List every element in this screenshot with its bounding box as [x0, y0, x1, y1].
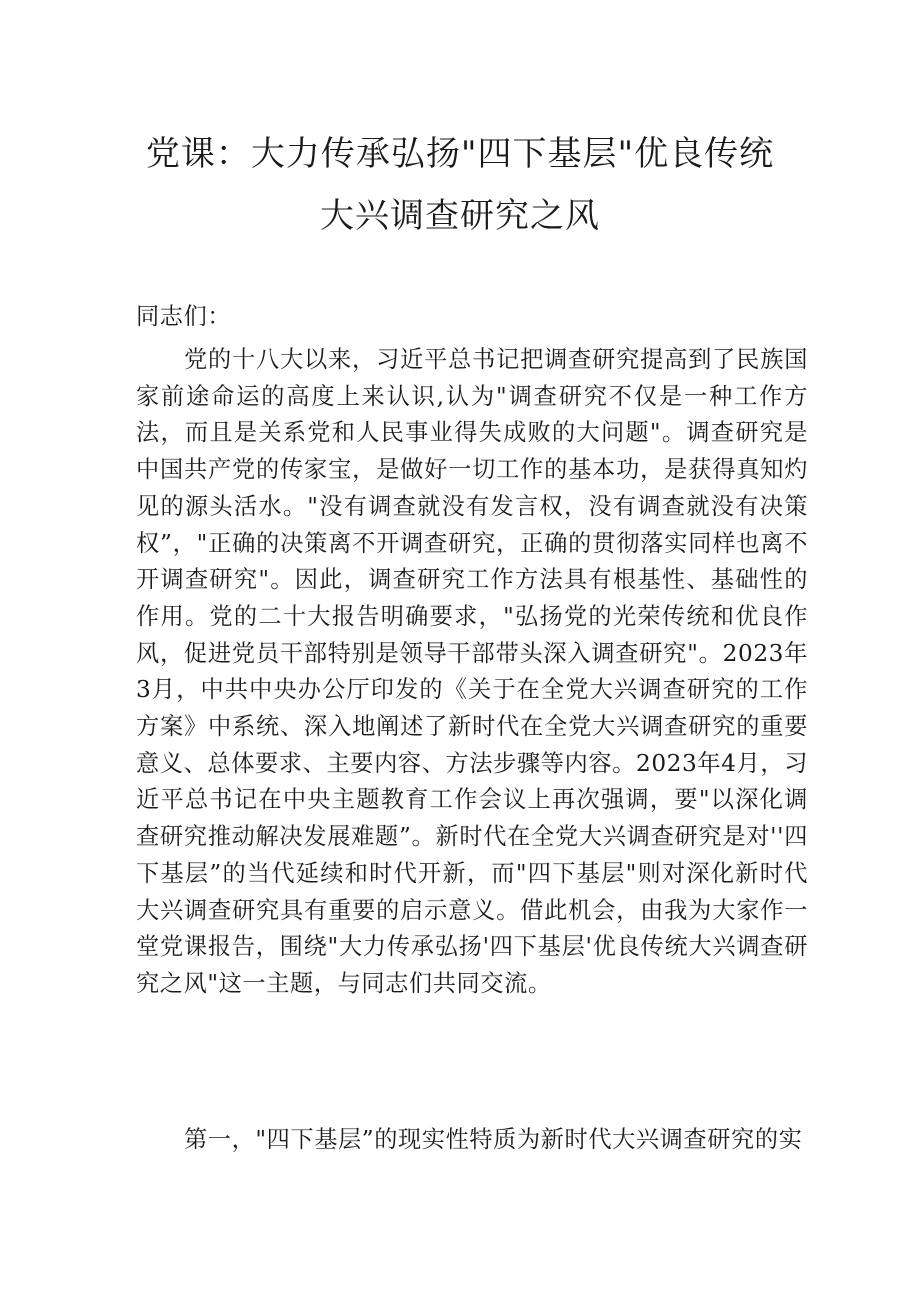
- body-paragraph: 党的十八大以来，习近平总书记把调查研究提高到了民族国家前途命运的高度上来认识,认为"调查研究不仅是一种工作方法，而且是关系党和人民事业得失成败的大问题"。调查研究是中国共产党的传家宝，是做好一切工作的基本功，是获得真知灼见的源头活水。"没有调查就没有发言权，没有调查就没有决策权”，"正确的决策离不开调查研究，正确的贯彻落实同样也离不开调查研究"。因此，调查研究工作方法具有根基性、基础性的作用。党的二十大报告明确要求，"弘扬党的光荣传统和优良作风，促进党员干部特别是领导干部带头深入调查研究"。2023年3月，中共中央办公厅印发的《关于在全党大兴调查研究的工作方案》中系统、深入地阐述了新时代在全党大兴调查研究的重要意义、总体要求、主要内容、方法步骤等内容。2023年4月，习近平总书记在中央主题教育工作会议上再次强调，要"以深化调查研究推动解决发展难题”。新时代在全党大兴调查研究是对''四下基层”的当代延续和时代开新，而"四下基层"则对深化新时代大兴调查研究具有重要的启示意义。借此机会，由我为大家作一堂党课报告，围绕"大力传承弘扬'四下基层'优良传统大兴调查研究之风"这一主题，与同志们共同交流。: [136, 346, 808, 997]
- salutation: 同志们：: [136, 303, 232, 330]
- document-title-line-1: 党课：大力传承弘扬"四下基层"优良传统: [145, 134, 775, 174]
- document-title-line-2: 大兴调查研究之风: [320, 196, 600, 236]
- body-paragraph: 第一，"四下基层”的现实性特质为新时代大兴调查研究的实: [184, 1126, 803, 1153]
